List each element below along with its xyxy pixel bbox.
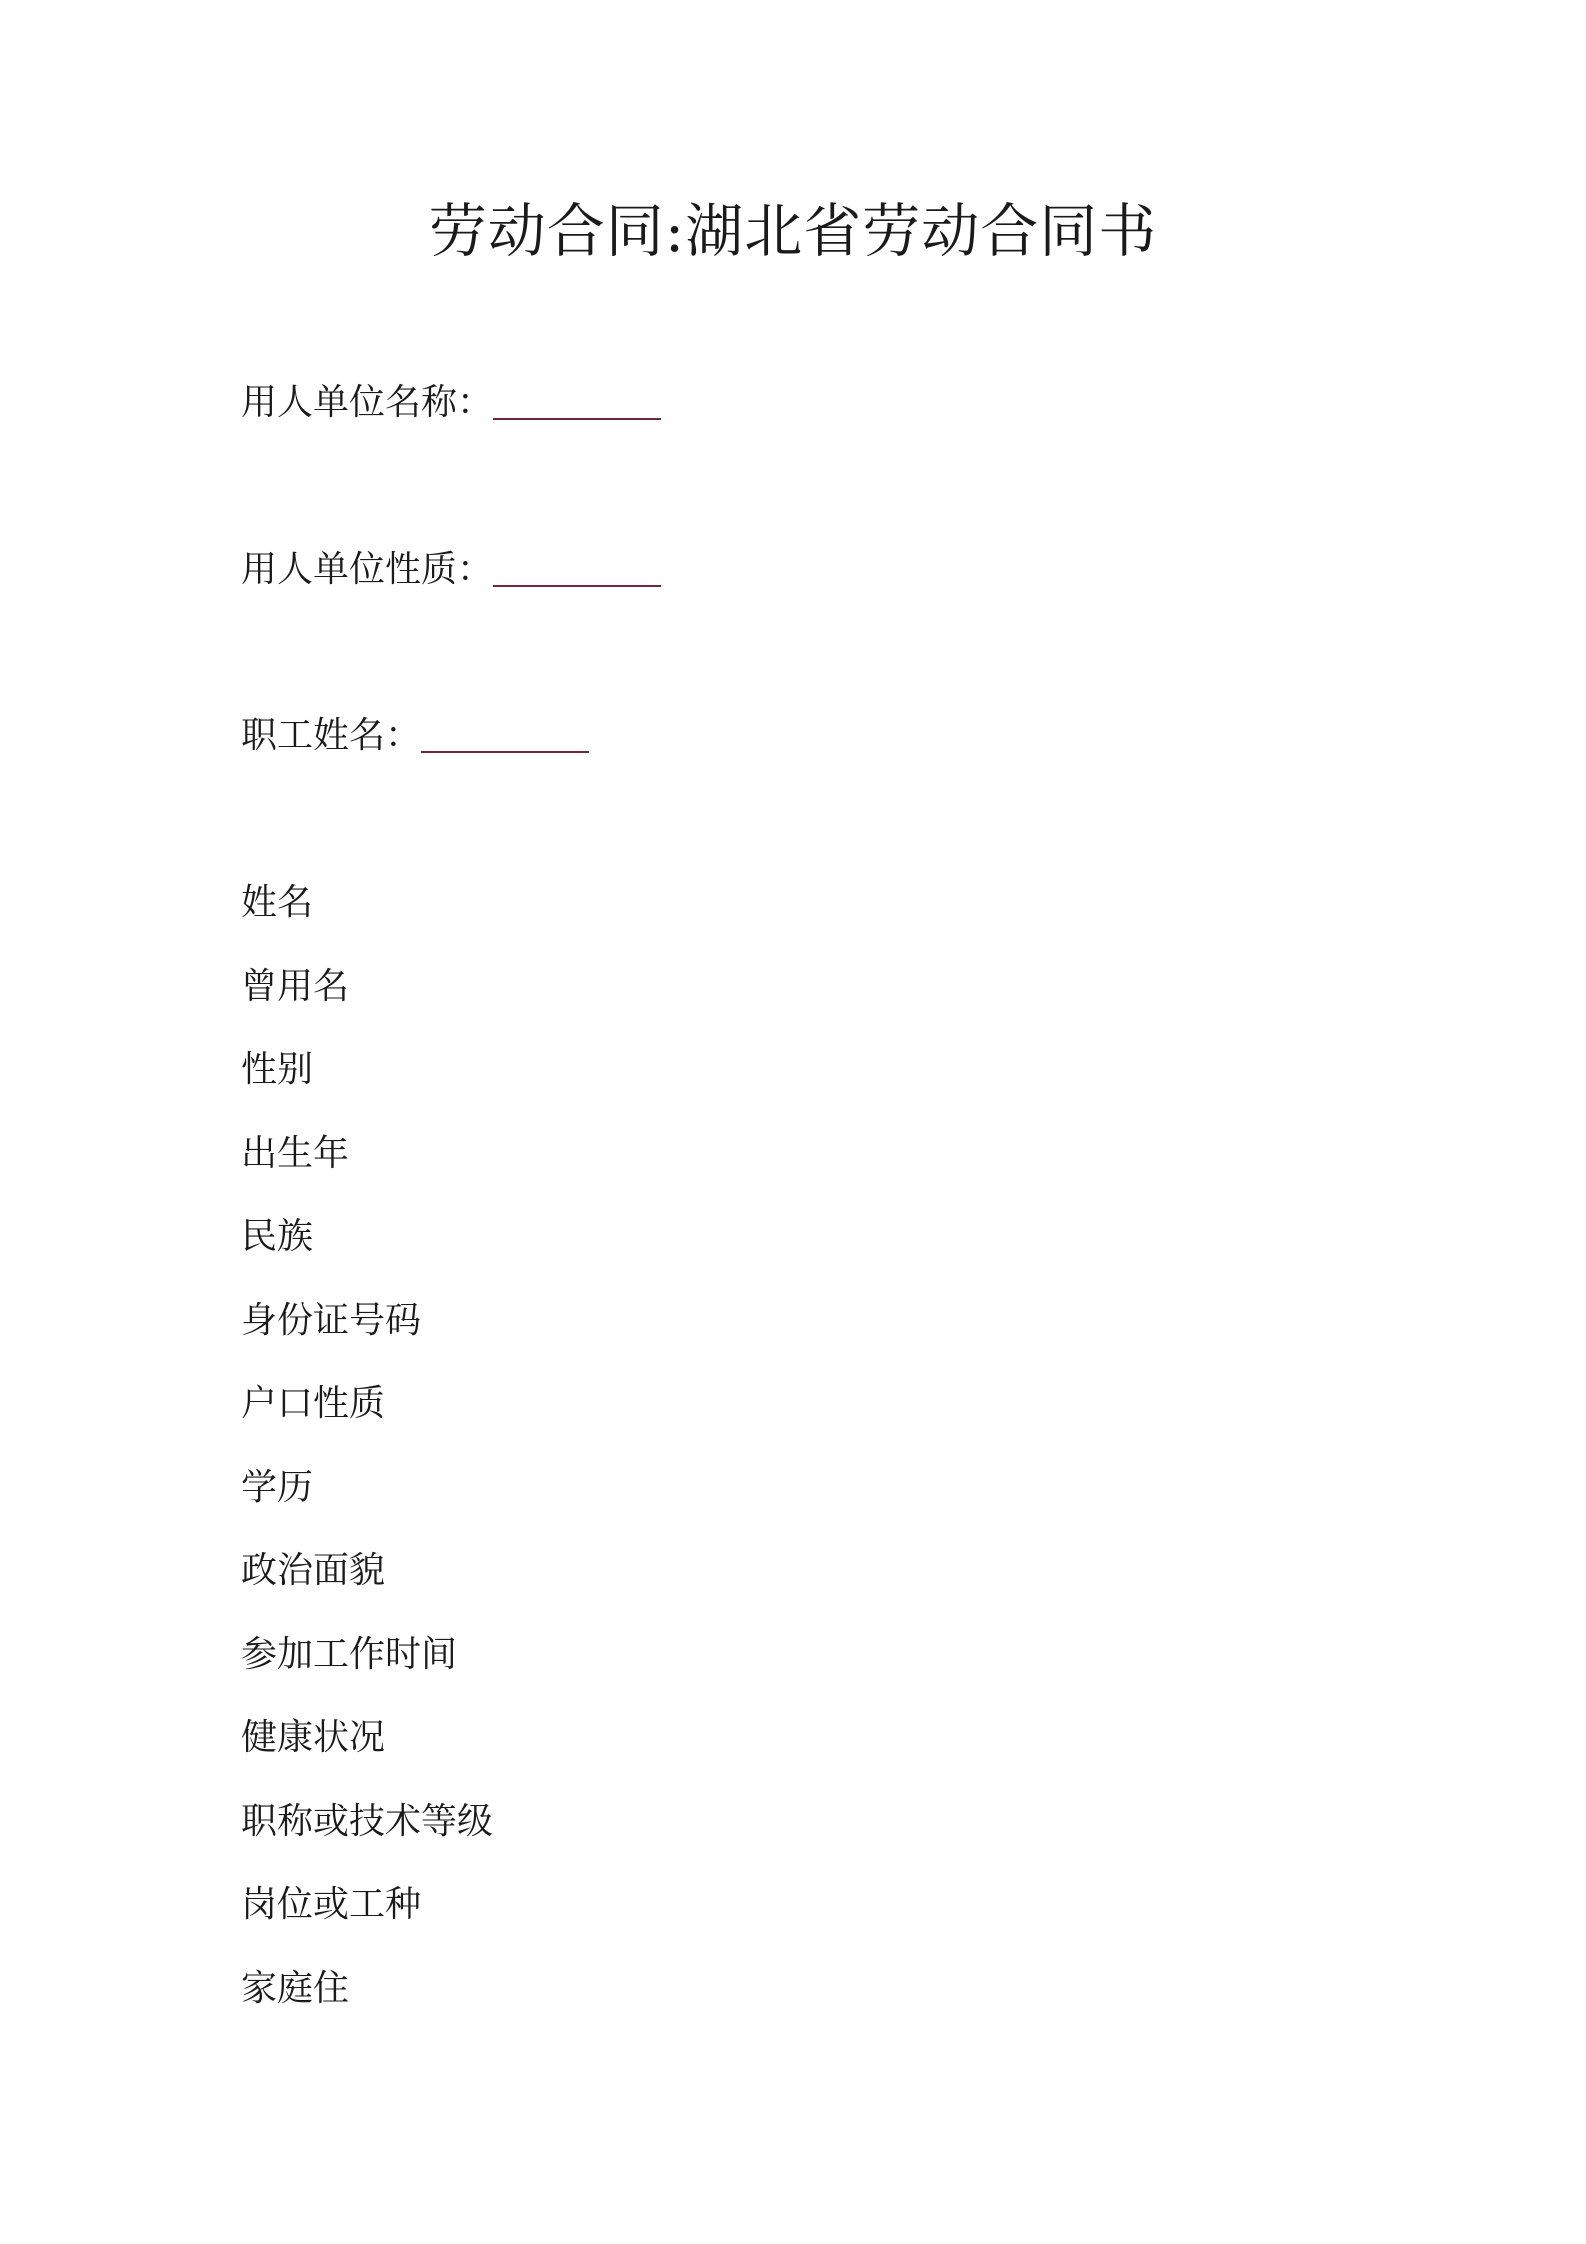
employer-type-field bbox=[241, 547, 661, 593]
list-item: 健康状况 bbox=[241, 1717, 386, 1758]
list-item: 民族 bbox=[241, 1216, 314, 1257]
list-item: 曾用名 bbox=[241, 965, 350, 1007]
employee-info-list bbox=[241, 880, 493, 2049]
list-item: 岗位或工种 bbox=[241, 1884, 422, 1925]
document-title: 劳动合同:湖北省劳动合同书 bbox=[428, 197, 1158, 265]
list-item: 身份证号码 bbox=[241, 1299, 422, 1341]
list-item: 姓名 bbox=[241, 882, 314, 923]
list-item: 职称或技术等级 bbox=[241, 1800, 494, 1842]
list-item: 学历 bbox=[241, 1466, 314, 1508]
employee-name-field bbox=[241, 713, 589, 759]
employer-name-blank[interactable] bbox=[493, 418, 661, 420]
employee-name-label: 职工姓名： bbox=[241, 715, 422, 756]
list-item: 出生年 bbox=[241, 1132, 350, 1174]
employer-type-label: 用人单位性质： bbox=[241, 549, 494, 590]
employer-type-blank[interactable] bbox=[493, 585, 661, 587]
list-item: 政治面貌 bbox=[241, 1550, 386, 1591]
list-item: 参加工作时间 bbox=[241, 1633, 458, 1675]
list-item: 户口性质 bbox=[241, 1383, 386, 1424]
list-item: 性别 bbox=[241, 1049, 314, 1090]
employee-name-blank[interactable] bbox=[421, 751, 589, 753]
employer-name-field bbox=[241, 380, 661, 426]
employer-name-label: 用人单位名称： bbox=[241, 382, 494, 423]
list-item: 家庭住 bbox=[241, 1967, 350, 2009]
